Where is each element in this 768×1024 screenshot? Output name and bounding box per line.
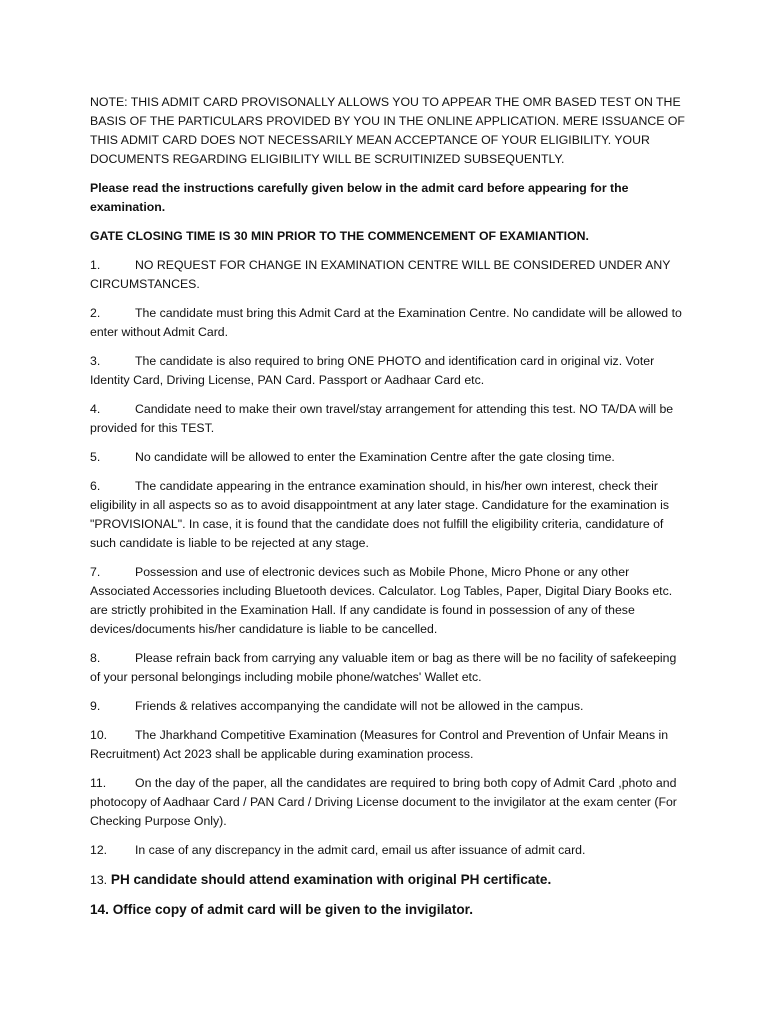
- instructions-content: [90, 93, 685, 930]
- note-paragraph: NOTE: THIS ADMIT CARD PROVISONALLY ALLOWS YOU TO APPEAR THE OMR BASED TEST ON THE BASIS OF THE PARTICULARS PROVIDED BY YOU IN THE ONLINE APPLICATION. MERE ISSUANCE OF THIS ADMIT CARD DOES NOT NECESSARILY MEAN ACCEPTANCE OF YOUR ELIGIBILITY. YOUR DOCUMENTS REGARDING ELIGIBILITY WILL BE SCRUITINIZED SUBSEQUENTLY.: [90, 95, 685, 166]
- read-instructions-paragraph: Please read the instructions carefully given below in the admit card before appearing for the examination.: [90, 181, 629, 214]
- instruction-number: 7.: [90, 565, 101, 579]
- instruction-item: [90, 774, 685, 831]
- instruction-item: [90, 477, 685, 553]
- instruction-item: [90, 352, 685, 390]
- instruction-text: Please refrain back from carrying any valuable item or bag as there will be no facility of safekeeping of your personal belongings including mobile phone/watches' Wallet etc.: [90, 651, 677, 684]
- instruction-text: NO REQUEST FOR CHANGE IN EXAMINATION CENTRE WILL BE CONSIDERED UNDER ANY CIRCUMSTANCES.: [90, 258, 671, 291]
- instruction-item: [90, 726, 685, 764]
- instruction-item: [90, 563, 685, 639]
- gate-closing-paragraph: GATE CLOSING TIME IS 30 MIN PRIOR TO THE COMMENCEMENT OF EXAMIANTION.: [90, 229, 589, 243]
- instruction-text: PH candidate should attend examination with original PH certificate.: [110, 872, 552, 887]
- instruction-number: 9.: [90, 699, 101, 713]
- instruction-text: On the day of the paper, all the candidates are required to bring both copy of Admit Card ,photo and photocopy of Aadhaar Card / PAN Card / Driving License document to the invigilator at the exam center (For Checking Purpose Only).: [90, 776, 677, 828]
- instruction-item: [90, 649, 685, 687]
- instruction-number: 14.: [90, 902, 109, 917]
- instruction-item: [90, 400, 685, 438]
- instruction-text: Office copy of admit card will be given to the invigilator.: [112, 902, 473, 917]
- instruction-text: Possession and use of electronic devices such as Mobile Phone, Micro Phone or any other Associated Accessories including Bluetooth devices. Calculator. Log Tables, Paper, Digital Diary Books etc. are strictly prohibited in the Examination Hall. If any candidate is found in possession of any of these devices/documents his/her candidature is liable to be cancelled.: [90, 565, 673, 636]
- instruction-text: In case of any discrepancy in the admit card, email us after issuance of admit card.: [135, 843, 586, 857]
- instruction-item: [90, 256, 685, 294]
- instruction-number: 1.: [90, 258, 101, 272]
- instruction-number: 3.: [90, 354, 101, 368]
- instruction-text: The candidate appearing in the entrance examination should, in his/her own interest, check their eligibility in all aspects so as to avoid disappointment at any later stage. Candidature for the examination is "PROVISIONAL". In case, it is found that the candidate does not fulfill the eligibility criteria, candidature of such candidate is liable to be rejected at any stage.: [90, 479, 669, 550]
- instruction-number: 11.: [90, 776, 107, 790]
- instruction-number: 13.: [90, 873, 108, 887]
- instruction-number: 12.: [90, 843, 108, 857]
- instruction-number: 10.: [90, 728, 108, 742]
- instruction-item: [90, 304, 685, 342]
- instruction-item: [90, 841, 685, 860]
- instruction-number: 2.: [90, 306, 101, 320]
- instruction-text: No candidate will be allowed to enter the Examination Centre after the gate closing time.: [135, 450, 615, 464]
- instruction-text: Friends & relatives accompanying the candidate will not be allowed in the campus.: [135, 699, 584, 713]
- instruction-number: 4.: [90, 402, 101, 416]
- instruction-number: 6.: [90, 479, 101, 493]
- instruction-item-ph-certificate: [90, 870, 685, 890]
- instruction-item: [90, 697, 685, 716]
- instruction-number: 8.: [90, 651, 101, 665]
- instruction-text: Candidate need to make their own travel/stay arrangement for attending this test. NO TA/DA will be provided for this TEST.: [90, 402, 674, 435]
- instruction-item-office-copy: [90, 900, 685, 920]
- instruction-text: The Jharkhand Competitive Examination (Measures for Control and Prevention of Unfair Means in Recruitment) Act 2023 shall be applicable during examination process.: [90, 728, 669, 761]
- instruction-item: [90, 448, 685, 467]
- instruction-number: 5.: [90, 450, 101, 464]
- instruction-text: The candidate is also required to bring ONE PHOTO and identification card in original viz. Voter Identity Card, Driving License, PAN Card. Passport or Aadhaar Card etc.: [90, 354, 655, 387]
- instruction-text: The candidate must bring this Admit Card at the Examination Centre. No candidate will be allowed to enter without Admit Card.: [90, 306, 682, 339]
